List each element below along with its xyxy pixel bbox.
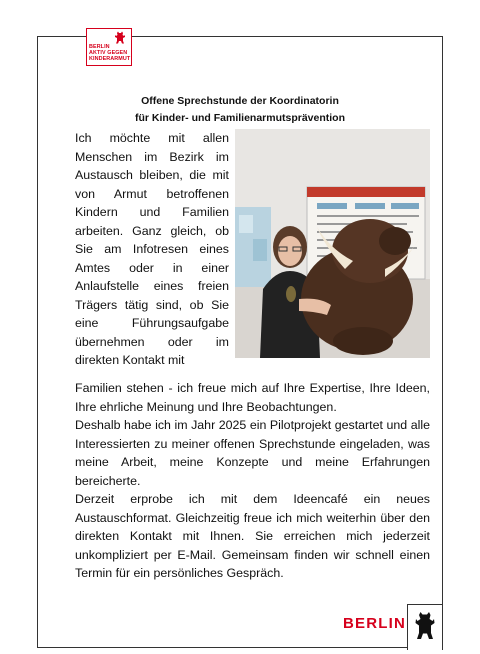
paragraph-2: Deshalb habe ich im Jahr 2025 ein Pilotprojekt gestartet und alle Interessierten zu meiner offenen Sprechstunde eingeladen, was meine Arbeit, meine Konzepte und meine Erfahrungen bereicherte. [75, 418, 430, 488]
berlin-bear-icon [408, 605, 442, 649]
berlin-wordmark: BERLIN [343, 615, 407, 632]
logo-line-3: KINDERARMUT [89, 56, 131, 62]
intro-paragraph-part-1: Ich möchte mit allen Menschen im Bezirk im Austausch bleiben, die mit von Armut betroffenen Kindern und Familien arbeiten. Ganz gleich, ob Sie am Infotresen eines Amtes oder in einer Anlaufstelle eines freien Trägers tätig sind, ob Sie eine Führungsaufgabe übernehmen oder im direkten Kontakt mit [75, 131, 229, 367]
intro-paragraph-part-2: Familien stehen - ich freue mich auf Ihre Expertise, Ihre Ideen, Ihre ehrliche Meinung und Ihre Beobachtungen. [75, 381, 430, 414]
logo-line-2: AKTIV GEGEN [89, 50, 128, 56]
title-line-1: Offene Sprechstunde der Koordinatorin [141, 95, 339, 107]
berlin-bear-emblem [407, 604, 443, 650]
title-line-2: für Kinder- und Familienarmutsprävention [134, 112, 346, 124]
photo-woman-with-plush-mammoth-icon [235, 129, 430, 358]
paragraph-3: Derzeit erprobe ich mit dem Ideencafé ein neues Austauschformat. Gleichzeitig freue ich mich weiterhin über den direkten Kontakt mit Ihnen. Sie erreichen mich jederzeit unkompliziert per E-Mail. Gemeinsam finden wir schnell einen Termin für ein persönliches Gespräch. [75, 492, 430, 580]
bear-icon [114, 31, 126, 44]
portrait-photo [235, 129, 430, 358]
intro-wrapped-text [75, 129, 229, 370]
logo-line-1: BERLIN [89, 44, 110, 50]
document-title [38, 93, 442, 127]
document-frame [37, 36, 443, 648]
main-text [75, 379, 430, 583]
berlin-aktiv-gegen-kinderarmut-logo [86, 28, 132, 66]
